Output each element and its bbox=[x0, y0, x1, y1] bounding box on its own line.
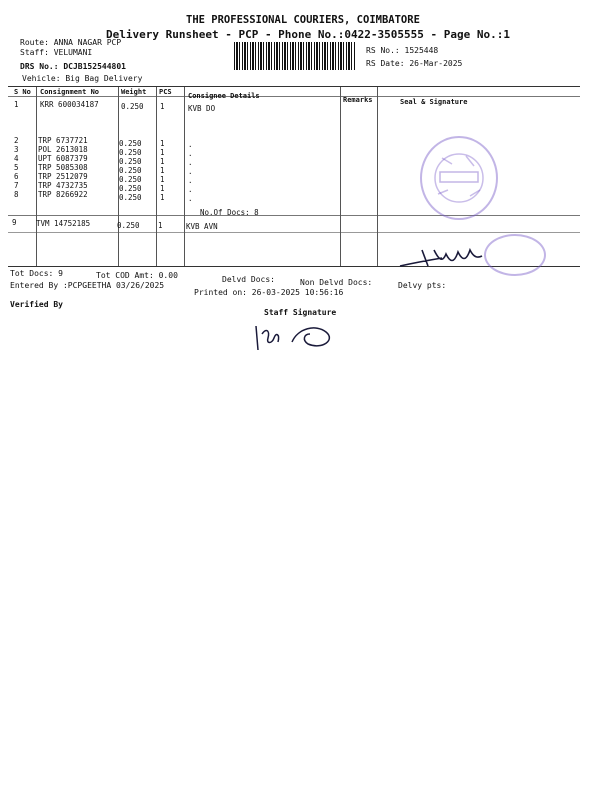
row-consignment: TRP 8266922 bbox=[38, 190, 88, 199]
staff-label: Staff: VELUMANI bbox=[20, 48, 93, 57]
row-consignee: KVB DO bbox=[188, 104, 216, 113]
table-header-rule bbox=[8, 96, 580, 97]
row-sno: 3 bbox=[14, 145, 19, 154]
group-doc-count: No.Of Docs: 8 bbox=[200, 208, 259, 217]
row-pcs: 1 bbox=[160, 157, 165, 166]
row-consignment: TRP 4732735 bbox=[38, 181, 88, 190]
row-pcs: 1 bbox=[160, 193, 165, 202]
col-header-weight: Weight bbox=[121, 88, 147, 96]
row-sno: 6 bbox=[14, 172, 19, 181]
delivered-docs: Delvd Docs: bbox=[222, 275, 275, 284]
row-pcs: 1 bbox=[160, 184, 165, 193]
row-weight: 0.250 bbox=[119, 193, 142, 202]
row-consignment: KRR 600034187 bbox=[40, 100, 99, 109]
row-pcs: 1 bbox=[160, 175, 165, 184]
col-header-sno: S No bbox=[14, 88, 31, 96]
col-divider bbox=[340, 87, 341, 266]
col-divider bbox=[156, 87, 157, 266]
row-weight: 0.250 bbox=[119, 166, 142, 175]
row-sno: 1 bbox=[14, 100, 19, 109]
row-consignee: . bbox=[188, 149, 193, 158]
row-consignment: TRP 5085308 bbox=[38, 163, 88, 172]
row-consignee: . bbox=[188, 185, 193, 194]
col-header-consignment: Consignment No bbox=[40, 88, 100, 96]
col-divider bbox=[377, 87, 378, 266]
row-weight: 0.250 bbox=[119, 148, 142, 157]
col-header-consignee: Consignee Details bbox=[188, 92, 260, 100]
non-delivered-docs: Non Delvd Docs: bbox=[300, 278, 373, 287]
col-header-seal: Seal & Signature bbox=[400, 98, 468, 106]
row-sno: 8 bbox=[14, 190, 19, 199]
row-weight: 0.250 bbox=[119, 139, 142, 148]
row-sno: 7 bbox=[14, 181, 19, 190]
row-consignment: TRP 2512079 bbox=[38, 172, 88, 181]
row-sno: 5 bbox=[14, 163, 19, 172]
col-header-pcs: PCS bbox=[159, 88, 172, 96]
col-header-remarks: Remarks bbox=[343, 96, 373, 104]
row-weight: 0.250 bbox=[119, 157, 142, 166]
rs-number: RS No.: 1525448 bbox=[366, 46, 439, 55]
row-consignee: . bbox=[188, 176, 193, 185]
rs-date: RS Date: 26-Mar-2025 bbox=[366, 59, 463, 68]
row-weight: 0.250 bbox=[119, 184, 142, 193]
row-consignment: TRP 6737721 bbox=[38, 136, 88, 145]
drs-number: DRS No.: DCJB152544801 bbox=[20, 62, 126, 71]
barcode bbox=[234, 42, 356, 70]
row-consignment: TVM 14752185 bbox=[36, 219, 91, 228]
delivery-points: Delvy pts: bbox=[398, 281, 447, 290]
col-divider bbox=[184, 87, 185, 266]
row-pcs: 1 bbox=[160, 166, 165, 175]
bank-seal-stamp-2 bbox=[484, 234, 546, 276]
row-pcs: 1 bbox=[158, 221, 163, 230]
row-weight: 0.250 bbox=[117, 221, 140, 230]
route-label: Route: ANNA NAGAR PCP bbox=[20, 38, 122, 47]
row-consignee: . bbox=[188, 167, 193, 176]
row-pcs: 1 bbox=[160, 139, 165, 148]
table-row9-rule bbox=[8, 232, 580, 233]
row-pcs: 1 bbox=[160, 102, 165, 111]
bank-seal-stamp bbox=[420, 136, 498, 220]
row-consignment: POL 2613018 bbox=[38, 145, 88, 154]
row-consignee: . bbox=[188, 194, 193, 203]
entered-by: Entered By :PCPGEETHA 03/26/2025 bbox=[10, 281, 165, 290]
row-consignee: . bbox=[188, 140, 193, 149]
row-sno: 4 bbox=[14, 154, 19, 163]
row-pcs: 1 bbox=[160, 148, 165, 157]
row-sno: 9 bbox=[12, 218, 17, 227]
company-title: THE PROFESSIONAL COURIERS, COIMBATORE bbox=[186, 14, 420, 26]
staff-signature bbox=[252, 320, 352, 360]
col-divider bbox=[36, 87, 37, 266]
total-docs: Tot Docs: 9 bbox=[10, 269, 63, 278]
row-consignee: . bbox=[188, 158, 193, 167]
vehicle-label: Vehicle: Big Bag Delivery bbox=[22, 74, 143, 83]
verified-by: Verified By bbox=[10, 300, 63, 309]
row-weight: 0.250 bbox=[119, 175, 142, 184]
row-consignment: UPT 6087379 bbox=[38, 154, 88, 163]
row-sno: 2 bbox=[14, 136, 19, 145]
printed-on: Printed on: 26-03-2025 10:56:16 bbox=[194, 288, 344, 297]
runsheet-title: Delivery Runsheet - PCP - Phone No.:0422-3505555 - Page No.:1 bbox=[106, 28, 510, 41]
row-weight: 0.250 bbox=[121, 102, 144, 111]
total-cod: Tot COD Amt: 0.00 bbox=[96, 271, 178, 280]
row-consignee: KVB AVN bbox=[186, 222, 218, 231]
table-top-rule bbox=[8, 86, 580, 87]
staff-signature-label: Staff Signature bbox=[264, 308, 337, 317]
